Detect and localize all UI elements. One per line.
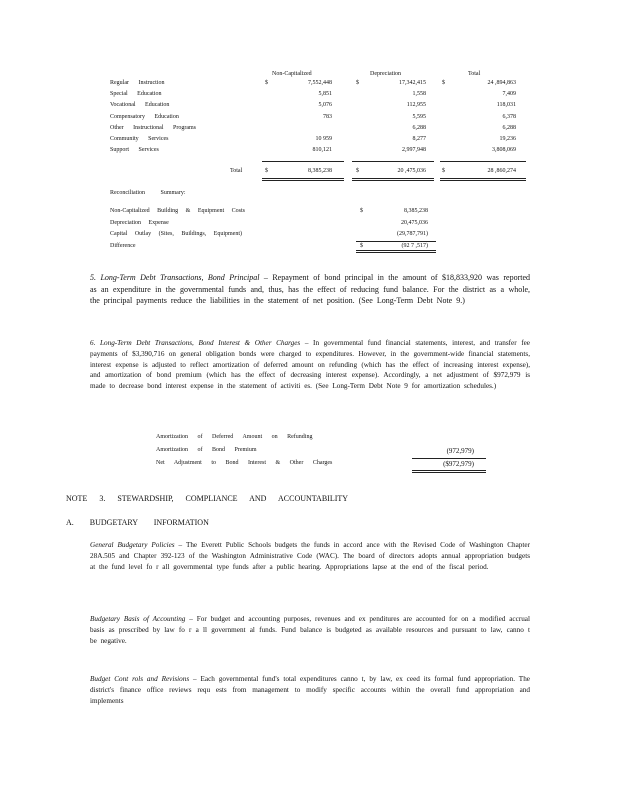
table-row-depreciation: 8,277 bbox=[412, 136, 426, 142]
rule bbox=[440, 161, 526, 162]
total-row-label: Total bbox=[230, 168, 243, 174]
reconciliation-row-value: 20,475,036 bbox=[401, 219, 428, 226]
table-row-total: 19,236 bbox=[499, 136, 516, 142]
table-row-noncapitalized: 810,121 bbox=[312, 147, 332, 154]
reconciliation-row-value: (29,787,791) bbox=[397, 231, 428, 237]
paragraph-budgetary-basis bbox=[90, 614, 530, 647]
table-row-total: 118,031 bbox=[496, 102, 516, 109]
amortization-row-value: ($972,979) bbox=[443, 460, 474, 468]
total-row-cur2: $ bbox=[356, 168, 359, 174]
amortization-row-label: Net Adjustment to Bond Interest & Other Charges bbox=[156, 460, 333, 466]
total-row-dep: 20 ,475,036 bbox=[397, 168, 426, 174]
table-row-total: 6,378 bbox=[502, 113, 516, 120]
total-row-cur1: $ bbox=[265, 168, 268, 174]
paragraph-heading: 6. Long-Term Debt Transactions, Bond Interest & Other Charges bbox=[90, 339, 301, 347]
paragraph-general-budgetary-policies bbox=[90, 540, 530, 573]
table-row-noncapitalized: 5,076 bbox=[318, 102, 332, 109]
paragraph-text: – In governmental fund financial statements, interest, and transfer fee payments of $3,390,716 on general obligation bonds were charged to expenditures. However, in the government-wide financial statements, interest expense is adjusted to reflect amortization of deferred amount on refunding (which has the effect of increasing interest expense), and amortization of bond premium (which has the effect of decreasing interest expense). Accordingly, a net adjustment of $972,979 is made to decrease bond interest expense in the statement of activiti es. (See Long-Term Debt Note 9 for amortization schedules.) bbox=[90, 339, 530, 391]
table-row-depreciation: 2,997,948 bbox=[402, 147, 426, 154]
double-rule bbox=[352, 178, 434, 181]
table-row-total: 6,288 bbox=[502, 124, 516, 131]
reconciliation-row-label: Difference bbox=[110, 242, 136, 249]
reconciliation-title: Reconciliation Summary: bbox=[110, 190, 186, 196]
double-rule bbox=[412, 470, 486, 473]
table-row-noncapitalized: 783 bbox=[323, 113, 332, 120]
table-row-currency: $ bbox=[265, 80, 268, 86]
paragraph-long-term-debt-principal bbox=[90, 272, 530, 307]
table-row-depreciation: 6,288 bbox=[412, 124, 426, 131]
reconciliation-row-value: (92 7 ,517) bbox=[401, 242, 428, 249]
table-row-label: Community Services bbox=[110, 136, 169, 142]
table-row-noncapitalized: 5,851 bbox=[318, 91, 332, 98]
table-row-depreciation: 17,342,415 bbox=[399, 80, 426, 86]
paragraph-heading: Budgetary Basis of Accounting bbox=[90, 615, 186, 623]
header-depreciation: Depreciation bbox=[370, 71, 401, 77]
section-heading: A. BUDGETARY INFORMATION bbox=[66, 518, 209, 527]
amortization-row-label: Amortization of Deferred Amount on Refunding bbox=[156, 434, 313, 440]
table-row-label: Other Instructional Programs bbox=[110, 124, 196, 131]
table-row-label: Special Education bbox=[110, 91, 162, 98]
table-row-currency: $ bbox=[442, 80, 445, 86]
paragraph-text: – For budget and accounting purposes, revenues and ex penditures are accounted for on a modified accrual basis as prescribed by law fo r a ll government al funds. Fund balance is budgeted as available resources and pursuant to law, canno t be negative. bbox=[90, 615, 530, 645]
paragraph-long-term-debt-interest bbox=[90, 338, 530, 392]
table-row-depreciation: 1,558 bbox=[412, 91, 426, 98]
double-rule bbox=[262, 178, 344, 181]
table-row-label: Compensatory Education bbox=[110, 113, 179, 120]
double-rule bbox=[440, 178, 526, 181]
reconciliation-row-label: Depreciation Expense bbox=[110, 219, 169, 226]
table-row-total: 7,409 bbox=[502, 91, 516, 98]
paragraph-heading: General Budgetary Policies bbox=[90, 541, 175, 549]
table-row-label: Regular Instruction bbox=[110, 80, 165, 86]
reconciliation-row-currency: $ bbox=[360, 242, 363, 249]
table-row-label: Support Services bbox=[110, 147, 159, 154]
total-row-total: 28 ,860,274 bbox=[487, 168, 516, 174]
table-row-total: 24 ,894,863 bbox=[487, 80, 516, 86]
table-row-depreciation: 5,595 bbox=[412, 113, 426, 120]
table-row-total: 3,808,069 bbox=[492, 147, 516, 154]
paragraph-text: – The Everett Public Schools budgets the funds in accord ance with the Revised Code of Washington Chapter 28A.505 and Chapter 392-123 of the Washington Administrative Code (WAC). The board of directors adopts annual appropriation budgets at the fund level fo r all governmental type funds after a public hearing. Appropriations lapse at the end of the fiscal period. bbox=[90, 541, 530, 571]
paragraph-heading: 5. Long-Term Debt Transactions, Bond Principal bbox=[90, 273, 260, 282]
header-noncapitalized: Non-Capitalized bbox=[272, 71, 312, 77]
reconciliation-row-currency: $ bbox=[360, 208, 363, 214]
total-row-noncap: 8,385,238 bbox=[308, 168, 332, 174]
table-row-noncapitalized: 10 959 bbox=[315, 136, 332, 142]
reconciliation-row-value: 8,385,238 bbox=[404, 208, 428, 214]
amortization-row-value: (972,979) bbox=[446, 447, 474, 455]
rule bbox=[262, 161, 344, 162]
reconciliation-row-label: Capital Outlay (Sites, Buildings, Equipment) bbox=[110, 231, 242, 237]
double-rule bbox=[356, 250, 436, 253]
paragraph-heading: Budget Cont rols and Revisions bbox=[90, 675, 190, 683]
table-row-noncapitalized: 7,552,448 bbox=[308, 80, 332, 86]
total-row-cur3: $ bbox=[442, 168, 445, 174]
table-row-currency: $ bbox=[356, 80, 359, 86]
rule bbox=[352, 161, 434, 162]
table-row-label: Vocational Education bbox=[110, 102, 170, 109]
paragraph-text: – Repayment of bond principal in the amount of $18,833,920 was reported as an expenditure in the governmental funds and, thus, has the effect of reducing fund balance. For the district as a whole, the principal payments reduce the liabilities in the statement of net position. (See Long-Term Debt Note 9.) bbox=[90, 273, 530, 306]
rule bbox=[356, 241, 436, 242]
note-heading: NOTE 3. STEWARDSHIP, COMPLIANCE AND ACCOUNTABILITY bbox=[66, 494, 349, 503]
table-row-depreciation: 112,955 bbox=[406, 102, 426, 109]
header-total: Total bbox=[468, 71, 481, 77]
paragraph-budget-controls bbox=[90, 674, 530, 707]
reconciliation-row-label: Non-Capitalized Building & Equipment Costs bbox=[110, 208, 245, 214]
paragraph-text: – Each governmental fund's total expenditures canno t, by law, ex ceed its formal fund appropriation. The district's finance office reviews requ ests from management to modify specific accounts within the overall fund appropriation and implements bbox=[90, 675, 530, 705]
rule bbox=[412, 458, 486, 459]
amortization-row-label: Amortization of Bond Premium bbox=[156, 447, 257, 453]
